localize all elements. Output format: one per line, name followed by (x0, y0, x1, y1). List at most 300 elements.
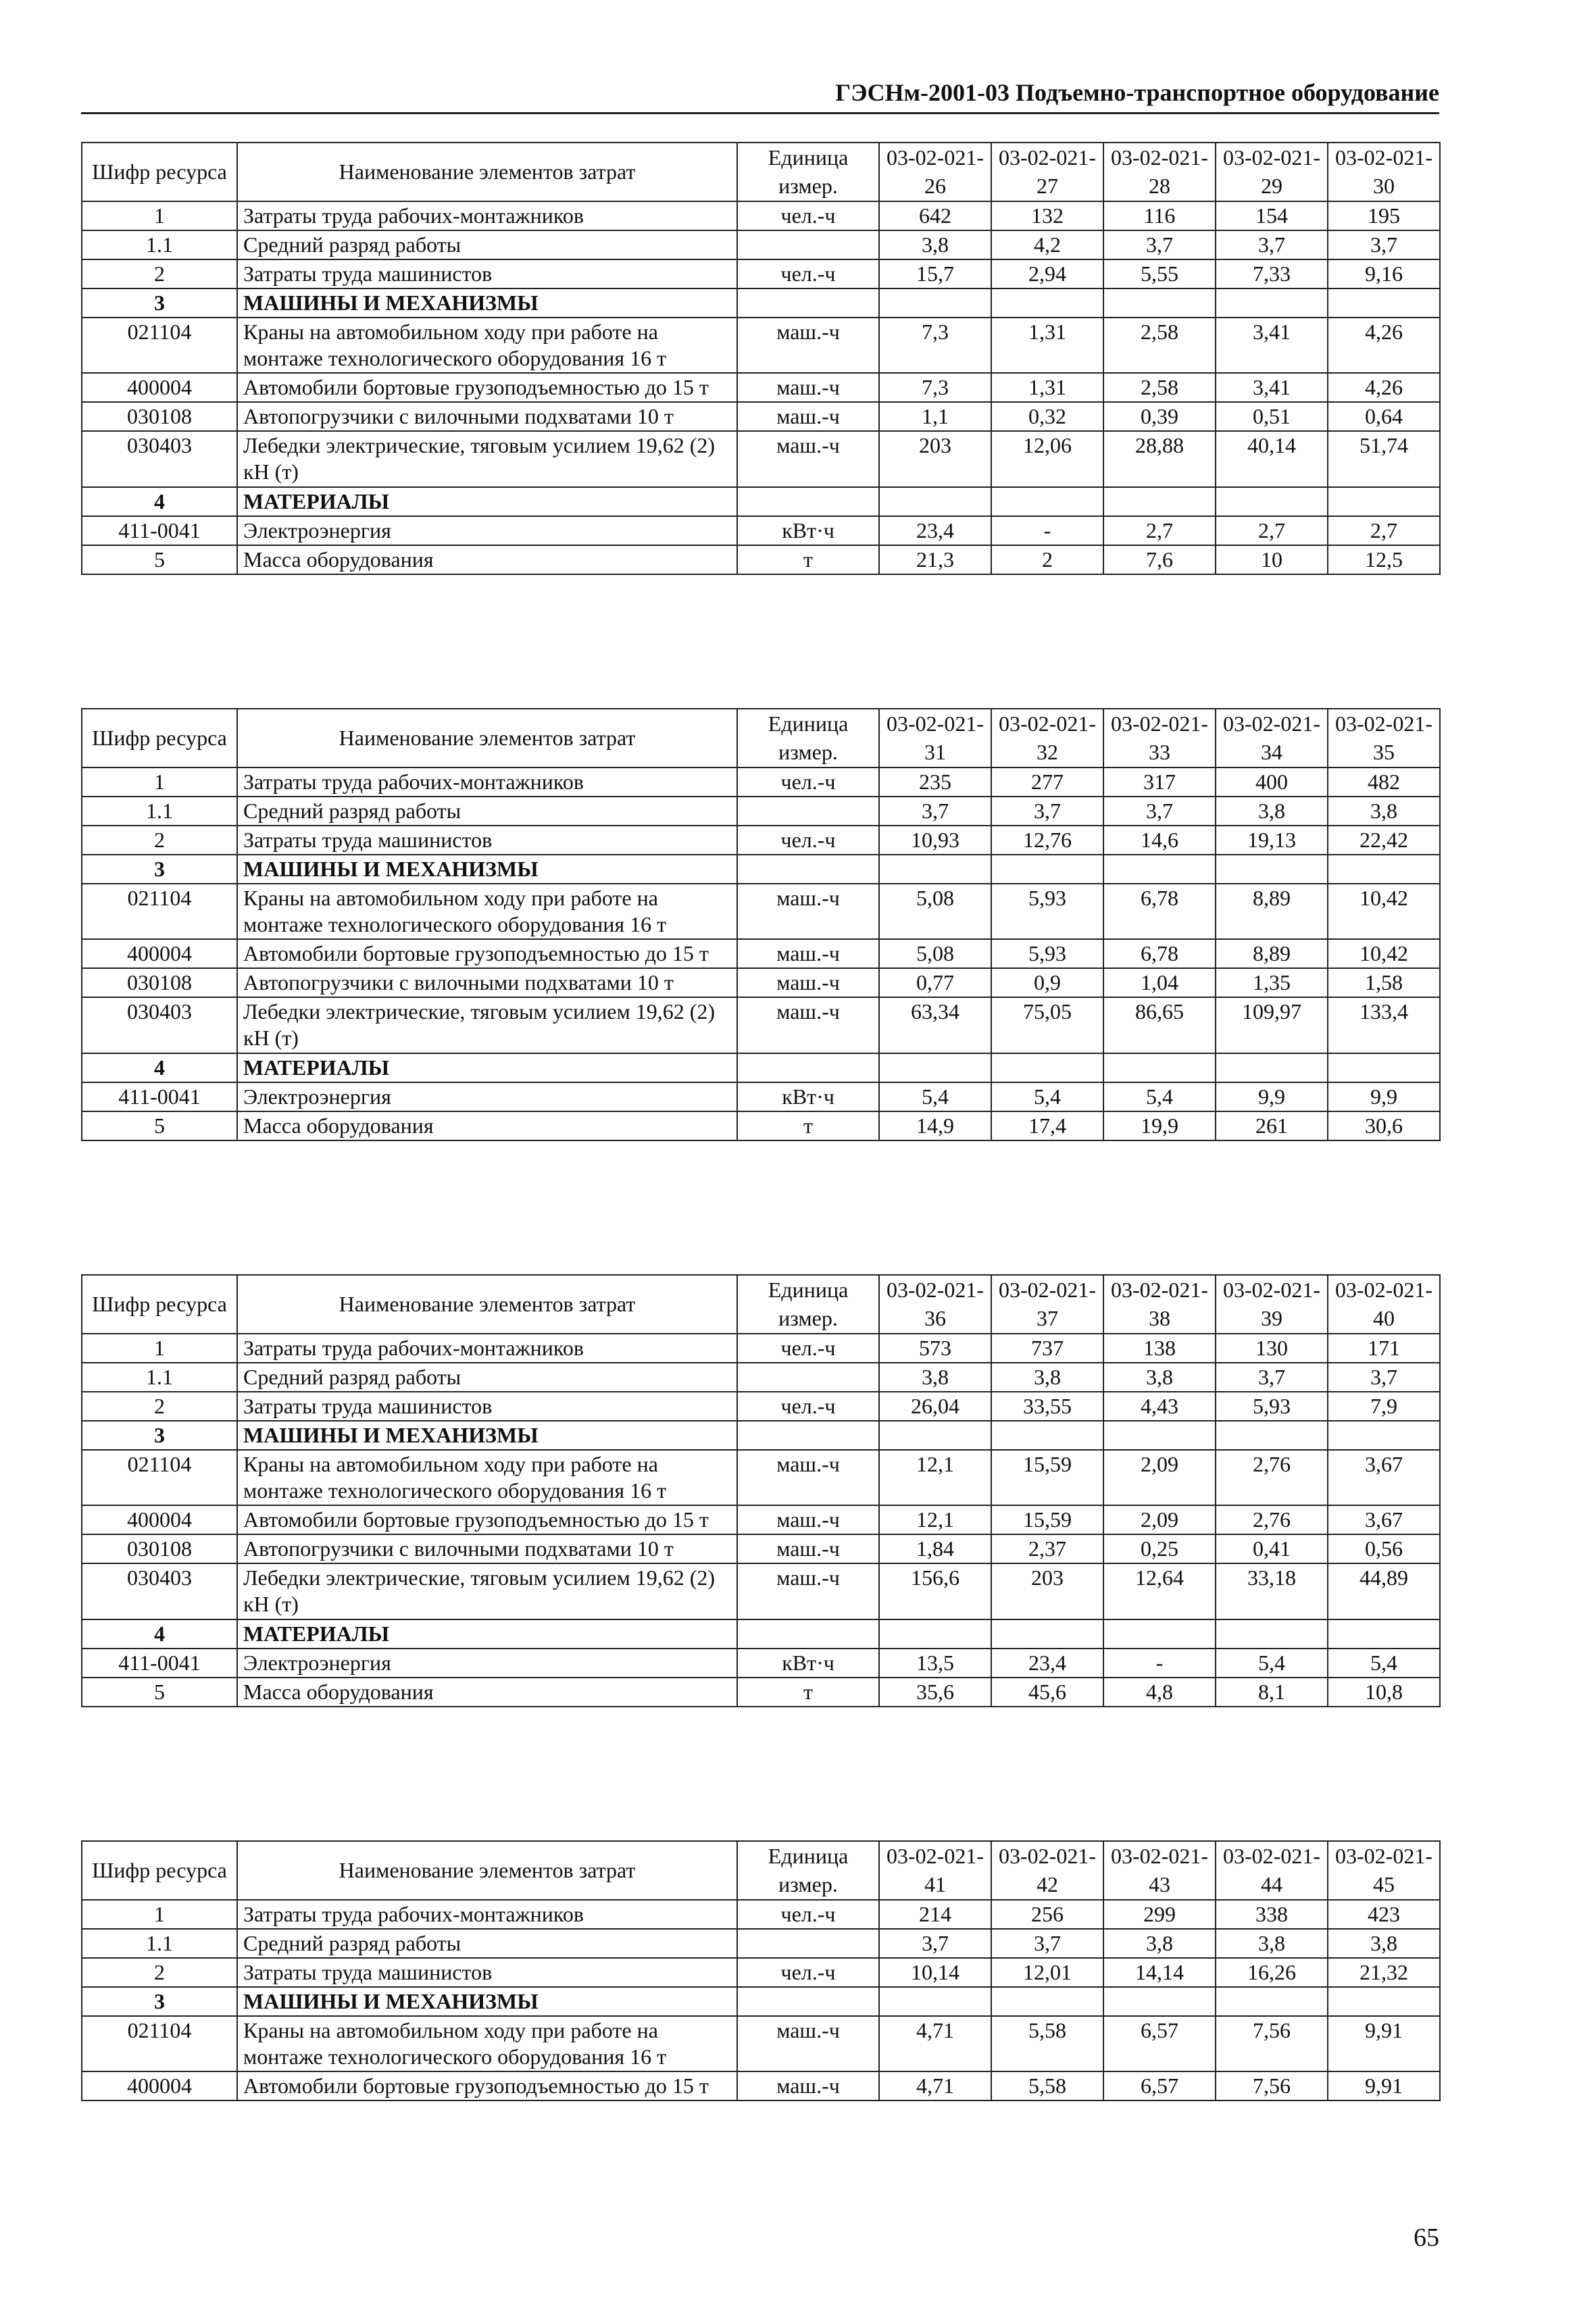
norm-value: 4,2 (991, 230, 1103, 259)
norm-value: 3,7 (1328, 1363, 1440, 1392)
norm-value (1216, 487, 1328, 516)
table-row (82, 230, 1440, 259)
norm-value: 3,8 (1216, 797, 1328, 826)
norm-value: 5,4 (1328, 1649, 1440, 1678)
norm-value: 75,05 (991, 997, 1103, 1053)
table-row (82, 797, 1440, 826)
norm-value: 2,7 (1103, 516, 1216, 545)
norm-value (1103, 855, 1216, 884)
norm-value: 6,57 (1103, 2071, 1216, 2101)
resource-code: 021104 (82, 2016, 237, 2071)
table-row (82, 884, 1440, 939)
norm-value: 3,67 (1328, 1505, 1440, 1534)
cost-item-name: Автомобили бортовые грузоподъемностью до 15 т (237, 2071, 737, 2101)
norm-value: 35,6 (879, 1678, 991, 1707)
header-name: Наименование элементов затрат (237, 1275, 737, 1334)
norm-value: 45,6 (991, 1678, 1103, 1707)
norm-value (1103, 1053, 1216, 1082)
norm-value: 2,76 (1216, 1450, 1328, 1505)
resource-code: 030403 (82, 1563, 237, 1619)
norm-value: 9,91 (1328, 2016, 1440, 2071)
resource-code: 1.1 (82, 1363, 237, 1392)
norm-value: 15,59 (991, 1450, 1103, 1505)
norm-value: 7,3 (879, 318, 991, 373)
resource-code: 1 (82, 768, 237, 797)
norm-value (879, 1619, 991, 1649)
norm-value: 400 (1216, 768, 1328, 797)
header-norm-code: 03-02-021-41 (879, 1841, 991, 1900)
norm-value: 7,56 (1216, 2016, 1328, 2071)
resource-code: 021104 (82, 1450, 237, 1505)
cost-item-name: Электроэнергия (237, 1649, 737, 1678)
table-header-row (82, 143, 1440, 201)
table-row (82, 545, 1440, 574)
norm-value: 4,43 (1103, 1392, 1216, 1421)
cost-item-name: Затраты труда машинистов (237, 826, 737, 855)
norm-value: 423 (1328, 1900, 1440, 1929)
cost-item-name: Масса оборудования (237, 545, 737, 574)
section-row (82, 1421, 1440, 1450)
cost-item-name: МАШИНЫ И МЕХАНИЗМЫ (237, 855, 737, 884)
norm-value: 7,33 (1216, 259, 1328, 288)
resource-code: 4 (82, 1619, 237, 1649)
norm-value: 4,26 (1328, 318, 1440, 373)
cost-item-name: Краны на автомобильном ходу при работе на монтаже технологического оборудования 16 т (237, 2016, 737, 2071)
resource-code: 5 (82, 545, 237, 574)
resource-code: 1 (82, 1334, 237, 1363)
unit: маш.-ч (737, 1505, 879, 1534)
unit (737, 1053, 879, 1082)
norm-value: 15,59 (991, 1505, 1103, 1534)
resource-code: 3 (82, 855, 237, 884)
unit: т (737, 545, 879, 574)
norm-value: 2,94 (991, 259, 1103, 288)
resource-code: 1.1 (82, 797, 237, 826)
norm-value: 3,7 (1103, 797, 1216, 826)
norm-value: 8,89 (1216, 939, 1328, 968)
norm-value (991, 288, 1103, 318)
norm-value: - (991, 516, 1103, 545)
unit (737, 797, 879, 826)
table-header-row (82, 1841, 1440, 1900)
norm-value: 3,7 (1328, 230, 1440, 259)
norm-value (1328, 487, 1440, 516)
resource-code: 030108 (82, 968, 237, 997)
resource-code: 400004 (82, 373, 237, 402)
norm-value: 0,51 (1216, 402, 1328, 431)
norm-value: 642 (879, 201, 991, 230)
header-norm-code: 03-02-021-34 (1216, 709, 1328, 768)
norm-value: 8,1 (1216, 1678, 1328, 1707)
cost-item-name: МАТЕРИАЛЫ (237, 1619, 737, 1649)
norm-value: 3,67 (1328, 1450, 1440, 1505)
norm-value: 3,8 (879, 1363, 991, 1392)
norm-value: 14,14 (1103, 1958, 1216, 1987)
resource-code: 400004 (82, 939, 237, 968)
table-row (82, 431, 1440, 486)
section-row (82, 288, 1440, 318)
unit: маш.-ч (737, 402, 879, 431)
unit (737, 1929, 879, 1958)
header-norm-code: 03-02-021-39 (1216, 1275, 1328, 1334)
unit: маш.-ч (737, 1563, 879, 1619)
resource-code: 1 (82, 201, 237, 230)
norm-value (879, 1421, 991, 1450)
norm-value: 154 (1216, 201, 1328, 230)
norm-value: 1,04 (1103, 968, 1216, 997)
norm-value: 19,9 (1103, 1111, 1216, 1140)
norm-value (1103, 1619, 1216, 1649)
norm-value: 2,7 (1328, 516, 1440, 545)
header-code: Шифр ресурса (82, 143, 237, 201)
norm-value (1216, 855, 1328, 884)
table-row (82, 997, 1440, 1053)
norm-value (991, 855, 1103, 884)
resource-code: 4 (82, 487, 237, 516)
norm-value: 3,8 (1103, 1929, 1216, 1958)
norm-value: 15,7 (879, 259, 991, 288)
norm-value: 109,97 (1216, 997, 1328, 1053)
norm-value: 21,32 (1328, 1958, 1440, 1987)
norm-value: - (1103, 1649, 1216, 1678)
norm-value: 3,7 (879, 1929, 991, 1958)
cost-item-name: Масса оборудования (237, 1111, 737, 1140)
table-row (82, 1082, 1440, 1111)
norm-value: 1,58 (1328, 968, 1440, 997)
cost-item-name: МАШИНЫ И МЕХАНИЗМЫ (237, 1987, 737, 2016)
norm-value: 1,84 (879, 1534, 991, 1563)
norm-value: 2,7 (1216, 516, 1328, 545)
header-norm-code: 03-02-021-42 (991, 1841, 1103, 1900)
unit: маш.-ч (737, 2071, 879, 2101)
table-row (82, 1649, 1440, 1678)
cost-item-name: Автомобили бортовые грузоподъемностью до 15 т (237, 1505, 737, 1534)
norm-value (991, 1987, 1103, 2016)
unit: маш.-ч (737, 997, 879, 1053)
norm-value: 5,4 (1216, 1649, 1328, 1678)
header-title: ГЭСНм-2001-03 Подъемно-транспортное оборудование (835, 79, 1439, 106)
norm-value: 10,93 (879, 826, 991, 855)
table-row (82, 318, 1440, 373)
resource-code: 411-0041 (82, 1649, 237, 1678)
norm-value: 3,8 (991, 1363, 1103, 1392)
norm-value: 3,8 (1216, 1929, 1328, 1958)
norm-value: 3,7 (991, 1929, 1103, 1958)
resource-table (81, 708, 1441, 1141)
table-row (82, 1678, 1440, 1707)
norm-value (1328, 288, 1440, 318)
norm-value: 214 (879, 1900, 991, 1929)
norm-value: 5,08 (879, 884, 991, 939)
header-name: Наименование элементов затрат (237, 1841, 737, 1900)
norm-value: 0,9 (991, 968, 1103, 997)
norm-value: 3,8 (1103, 1363, 1216, 1392)
norm-value: 12,06 (991, 431, 1103, 486)
norm-value: 203 (991, 1563, 1103, 1619)
table-row (82, 516, 1440, 545)
norm-value: 51,74 (1328, 431, 1440, 486)
cost-item-name: Краны на автомобильном ходу при работе на монтаже технологического оборудования 16 т (237, 1450, 737, 1505)
norm-value (1328, 855, 1440, 884)
header-unit: Единица измер. (737, 143, 879, 201)
norm-value: 203 (879, 431, 991, 486)
norm-value: 4,71 (879, 2016, 991, 2071)
norm-value: 30,6 (1328, 1111, 1440, 1140)
header-norm-code: 03-02-021-26 (879, 143, 991, 201)
norm-value: 5,4 (879, 1082, 991, 1111)
header-norm-code: 03-02-021-44 (1216, 1841, 1328, 1900)
norm-value: 44,89 (1328, 1563, 1440, 1619)
unit: чел.-ч (737, 201, 879, 230)
resource-code: 2 (82, 1958, 237, 1987)
cost-item-name: Автопогрузчики с вилочными подхватами 10 т (237, 402, 737, 431)
resource-code: 030403 (82, 997, 237, 1053)
norm-value: 1,31 (991, 318, 1103, 373)
norm-value: 10,14 (879, 1958, 991, 1987)
header-norm-code: 03-02-021-28 (1103, 143, 1216, 201)
header-norm-code: 03-02-021-29 (1216, 143, 1328, 201)
unit: чел.-ч (737, 1334, 879, 1363)
norm-value: 6,78 (1103, 884, 1216, 939)
norm-value: 156,6 (879, 1563, 991, 1619)
cost-item-name: Лебедки электрические, тяговым усилием 19,62 (2) кН (т) (237, 997, 737, 1053)
norm-value: 21,3 (879, 545, 991, 574)
unit: маш.-ч (737, 318, 879, 373)
norm-value: 6,78 (1103, 939, 1216, 968)
norm-value: 8,89 (1216, 884, 1328, 939)
norm-value: 3,8 (1328, 797, 1440, 826)
cost-item-name: Средний разряд работы (237, 797, 737, 826)
table-row (82, 402, 1440, 431)
norm-value: 22,42 (1328, 826, 1440, 855)
norm-value: 0,64 (1328, 402, 1440, 431)
header-code: Шифр ресурса (82, 709, 237, 768)
norm-value: 2,58 (1103, 373, 1216, 402)
header-norm-code: 03-02-021-37 (991, 1275, 1103, 1334)
section-row (82, 1987, 1440, 2016)
norm-value: 5,4 (1103, 1082, 1216, 1111)
cost-item-name: Краны на автомобильном ходу при работе на монтаже технологического оборудования 16 т (237, 318, 737, 373)
table-row (82, 1900, 1440, 1929)
norm-value: 0,39 (1103, 402, 1216, 431)
norm-value: 5,55 (1103, 259, 1216, 288)
cost-item-name: Средний разряд работы (237, 230, 737, 259)
norm-value: 5,93 (1216, 1392, 1328, 1421)
norm-value: 338 (1216, 1900, 1328, 1929)
norm-value: 5,58 (991, 2016, 1103, 2071)
norm-value: 2,09 (1103, 1450, 1216, 1505)
cost-item-name: Лебедки электрические, тяговым усилием 19,62 (2) кН (т) (237, 1563, 737, 1619)
norm-value: 9,9 (1328, 1082, 1440, 1111)
norm-value: 26,04 (879, 1392, 991, 1421)
cost-item-name: Краны на автомобильном ходу при работе на монтаже технологического оборудования 16 т (237, 884, 737, 939)
header-norm-code: 03-02-021-31 (879, 709, 991, 768)
norm-value: 12,76 (991, 826, 1103, 855)
table-row (82, 373, 1440, 402)
cost-item-name: Затраты труда машинистов (237, 1958, 737, 1987)
table-row (82, 201, 1440, 230)
header-norm-code: 03-02-021-32 (991, 709, 1103, 768)
header-norm-code: 03-02-021-27 (991, 143, 1103, 201)
resource-code: 1.1 (82, 1929, 237, 1958)
cost-item-name: Автопогрузчики с вилочными подхватами 10 т (237, 968, 737, 997)
header-norm-code: 03-02-021-43 (1103, 1841, 1216, 1900)
norm-value: 33,18 (1216, 1563, 1328, 1619)
unit: маш.-ч (737, 1534, 879, 1563)
norm-value (991, 487, 1103, 516)
norm-value: 28,88 (1103, 431, 1216, 486)
norm-value: 9,16 (1328, 259, 1440, 288)
norm-value: 317 (1103, 768, 1216, 797)
norm-value (991, 1421, 1103, 1450)
section-row (82, 487, 1440, 516)
cost-item-name: Затраты труда машинистов (237, 1392, 737, 1421)
norm-value: 5,58 (991, 2071, 1103, 2101)
cost-item-name: МАШИНЫ И МЕХАНИЗМЫ (237, 1421, 737, 1450)
unit: маш.-ч (737, 373, 879, 402)
header-norm-code: 03-02-021-38 (1103, 1275, 1216, 1334)
norm-value (1328, 1987, 1440, 2016)
norm-value: 2,76 (1216, 1505, 1328, 1534)
unit (737, 288, 879, 318)
norm-value: 7,9 (1328, 1392, 1440, 1421)
unit: кВт·ч (737, 516, 879, 545)
resource-code: 4 (82, 1053, 237, 1082)
norm-value: 0,32 (991, 402, 1103, 431)
cost-item-name: Затраты труда рабочих-монтажников (237, 1900, 737, 1929)
norm-value: 14,9 (879, 1111, 991, 1140)
norm-value: 63,34 (879, 997, 991, 1053)
page-number: 65 (1414, 2223, 1439, 2252)
table-header-row (82, 1275, 1440, 1334)
norm-value: 7,56 (1216, 2071, 1328, 2101)
header-code: Шифр ресурса (82, 1841, 237, 1900)
unit (737, 1619, 879, 1649)
header-unit: Единица измер. (737, 1841, 879, 1900)
cost-item-name: Затраты труда рабочих-монтажников (237, 201, 737, 230)
header-unit: Единица измер. (737, 1275, 879, 1334)
norm-value: 3,41 (1216, 318, 1328, 373)
norm-value: 2,09 (1103, 1505, 1216, 1534)
header-norm-code: 03-02-021-45 (1328, 1841, 1440, 1900)
norm-value: 23,4 (991, 1649, 1103, 1678)
cost-item-name: Лебедки электрические, тяговым усилием 19,62 (2) кН (т) (237, 431, 737, 486)
unit: кВт·ч (737, 1082, 879, 1111)
norm-value (1103, 288, 1216, 318)
norm-value (1216, 288, 1328, 318)
table-row (82, 768, 1440, 797)
header-norm-code: 03-02-021-40 (1328, 1275, 1440, 1334)
header-norm-code: 03-02-021-30 (1328, 143, 1440, 201)
norm-value (1216, 1421, 1328, 1450)
table-row (82, 1334, 1440, 1363)
norm-value: 9,9 (1216, 1082, 1328, 1111)
cost-item-name: Автомобили бортовые грузоподъемностью до 15 т (237, 939, 737, 968)
norm-value: 2 (991, 545, 1103, 574)
unit: чел.-ч (737, 826, 879, 855)
norm-value: 195 (1328, 201, 1440, 230)
running-header (81, 74, 1439, 114)
norm-value (879, 855, 991, 884)
norm-value: 4,8 (1103, 1678, 1216, 1707)
resource-code: 411-0041 (82, 1082, 237, 1111)
resource-code: 2 (82, 259, 237, 288)
norm-value (1216, 1987, 1328, 2016)
unit: чел.-ч (737, 1392, 879, 1421)
table-row (82, 1363, 1440, 1392)
resource-table (81, 1840, 1441, 2101)
norm-value: 299 (1103, 1900, 1216, 1929)
norm-value: 0,41 (1216, 1534, 1328, 1563)
section-row (82, 855, 1440, 884)
norm-value (879, 1987, 991, 2016)
unit (737, 230, 879, 259)
norm-value (879, 1053, 991, 1082)
resource-code: 030108 (82, 1534, 237, 1563)
norm-value: 3,7 (1216, 230, 1328, 259)
table-row (82, 1958, 1440, 1987)
unit (737, 487, 879, 516)
norm-value: 3,8 (1328, 1929, 1440, 1958)
unit: маш.-ч (737, 884, 879, 939)
norm-value (879, 288, 991, 318)
cost-item-name: Электроэнергия (237, 516, 737, 545)
norm-value (1103, 487, 1216, 516)
norm-value: 14,6 (1103, 826, 1216, 855)
norm-value: 132 (991, 201, 1103, 230)
cost-item-name: МАТЕРИАЛЫ (237, 1053, 737, 1082)
header-unit: Единица измер. (737, 709, 879, 768)
norm-value: 5,4 (991, 1082, 1103, 1111)
resource-code: 021104 (82, 318, 237, 373)
section-row (82, 1053, 1440, 1082)
norm-value: 256 (991, 1900, 1103, 1929)
resource-code: 5 (82, 1678, 237, 1707)
norm-value (1328, 1619, 1440, 1649)
cost-item-name: МАТЕРИАЛЫ (237, 487, 737, 516)
resource-code: 2 (82, 826, 237, 855)
table-row (82, 1929, 1440, 1958)
cost-item-name: Средний разряд работы (237, 1929, 737, 1958)
norm-value: 573 (879, 1334, 991, 1363)
resource-code: 3 (82, 288, 237, 318)
resource-code: 411-0041 (82, 516, 237, 545)
header-norm-code: 03-02-021-33 (1103, 709, 1216, 768)
unit (737, 1987, 879, 2016)
norm-value: 10,42 (1328, 939, 1440, 968)
unit (737, 1363, 879, 1392)
norm-value: 3,8 (879, 230, 991, 259)
norm-value: 12,01 (991, 1958, 1103, 1987)
norm-value: 0,77 (879, 968, 991, 997)
norm-value: 33,55 (991, 1392, 1103, 1421)
norm-value: 13,5 (879, 1649, 991, 1678)
norm-value: 3,7 (991, 797, 1103, 826)
resource-code: 1.1 (82, 230, 237, 259)
norm-value: 737 (991, 1334, 1103, 1363)
unit: маш.-ч (737, 968, 879, 997)
table-row (82, 1450, 1440, 1505)
norm-value: 5,93 (991, 939, 1103, 968)
resource-code: 3 (82, 1987, 237, 2016)
norm-value: 9,91 (1328, 2071, 1440, 2101)
table-row (82, 1392, 1440, 1421)
unit: маш.-ч (737, 939, 879, 968)
cost-item-name: Затраты труда рабочих-монтажников (237, 1334, 737, 1363)
cost-item-name: Средний разряд работы (237, 1363, 737, 1392)
norm-value: 10,42 (1328, 884, 1440, 939)
unit: маш.-ч (737, 431, 879, 486)
